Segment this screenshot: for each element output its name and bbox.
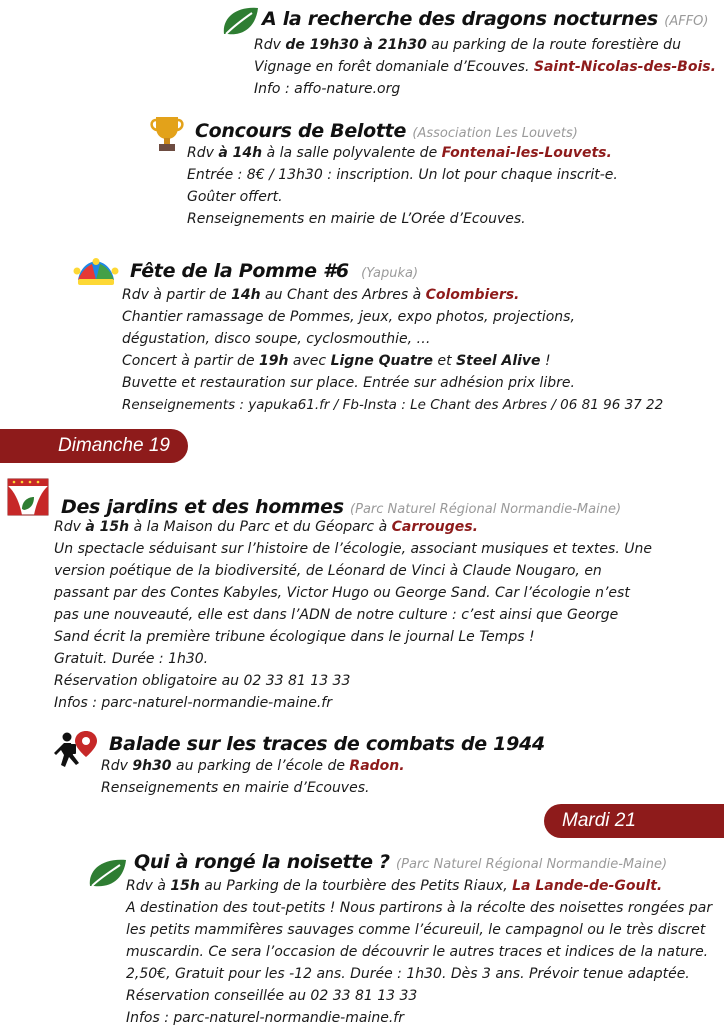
event-line: Renseignements en mairie de L’Orée d’Ecouves.: [187, 211, 526, 227]
organizer: (AFFO): [664, 14, 709, 29]
rdv-label: Rdv à partir de: [122, 287, 227, 303]
event-title: [134, 851, 667, 873]
event-rdv: [126, 875, 662, 897]
concert-with: avec: [292, 353, 327, 369]
title-text: Des jardins et des hommes: [61, 496, 344, 518]
event-time: 15h: [170, 878, 200, 894]
event-line: Réservation obligatoire au 02 33 81 13 33: [54, 673, 351, 689]
town-name: La Lande-de-Goult.: [512, 878, 663, 894]
event-line: Gratuit. Durée : 1h30.: [54, 651, 209, 667]
jester-hat-icon: [72, 258, 120, 288]
event-title: Balade sur les traces de combats de 1944: [109, 733, 545, 755]
day-banner-dimanche: [0, 429, 188, 463]
event-line: Infos : parc-naturel-normandie-maine.fr: [126, 1010, 404, 1026]
town-name: Carrouges.: [391, 519, 478, 535]
event-place: au Chant des Arbres à: [265, 287, 422, 303]
town-name: Colombiers.: [425, 287, 520, 303]
title-text: Concours de Belotte: [195, 120, 407, 142]
theater-stage-icon: [6, 477, 50, 517]
event-time: de 19h30 à 21h30: [285, 37, 427, 53]
event-place: à la Maison du Parc et du Géoparc à: [133, 519, 388, 535]
event-line: Chantier ramassage de Pommes, jeux, expo photos, projections,: [122, 309, 575, 325]
organizer: (Parc Naturel Régional Normandie-Maine): [396, 857, 668, 872]
trophy-icon: [148, 113, 186, 153]
event-rdv: [254, 34, 681, 56]
event-title: [262, 8, 708, 30]
event-concert: [122, 350, 551, 372]
band-name: Steel Alive: [456, 353, 541, 369]
title-text: Fête de la Pomme #6: [130, 260, 349, 282]
concert-time: 19h: [259, 353, 289, 369]
town-name: Saint-Nicolas-des-Bois.: [533, 59, 716, 75]
town-name: Radon.: [349, 758, 405, 774]
event-line: les petits mammifères sauvages comme l’écureuil, le campagnol ou le très discret: [126, 922, 706, 938]
town-name: Fontenai-les-Louvets.: [441, 145, 612, 161]
event-line: [254, 56, 716, 78]
event-place: au parking de l’école de: [176, 758, 345, 774]
day-label: Mardi 21: [562, 810, 636, 831]
event-line: muscardin. Ce sera l’occasion de découvrir le autres traces et indices de la nature.: [126, 944, 709, 960]
event-time: à 14h: [218, 145, 263, 161]
event-title: [130, 260, 418, 282]
concert-intro: Concert à partir de: [122, 353, 255, 369]
event-info: Info : affo-nature.org: [254, 81, 401, 97]
event-rdv: [122, 284, 519, 306]
event-line: Sand écrit la première tribune écologique dans le journal Le Temps !: [54, 629, 535, 645]
event-line: Réservation conseillée au 02 33 81 13 33: [126, 988, 418, 1004]
event-rdv: [54, 516, 478, 538]
leaf-icon: [220, 4, 260, 38]
leaf-icon: [86, 856, 128, 890]
rdv-label: Rdv: [54, 519, 81, 535]
rdv-label: Rdv: [101, 758, 128, 774]
band-name: Ligne Quatre: [330, 353, 434, 369]
day-label: Dimanche 19: [58, 435, 170, 456]
event-line: passant par des Contes Kabyles, Victor Hugo ou George Sand. Car l’écologie n’est: [54, 585, 630, 601]
event-place: au Parking de la tourbière des Petits Riaux,: [204, 878, 508, 894]
event-line: Goûter offert.: [187, 189, 283, 205]
event-line: 2,50€, Gratuit pour les -12 ans. Durée : 1h30. Dès 3 ans. Prévoir tenue adaptée.: [126, 966, 690, 982]
event-place: au parking de la route forestière du: [431, 37, 681, 53]
event-place-2: Vignage en forêt domaniale d’Ecouves.: [254, 59, 530, 75]
hiker-pin-icon: [52, 729, 98, 773]
concert-end: !: [545, 353, 551, 369]
day-banner-mardi: [544, 804, 724, 838]
event-line: Un spectacle séduisant sur l’histoire de l’écologie, associant musiques et textes. Une: [54, 541, 652, 557]
event-line: pas une nouveauté, elle est dans l’ADN de notre culture : c’est ainsi que George: [54, 607, 619, 623]
event-line: A destination des tout-petits ! Nous partirons à la récolte des noisettes rongées par: [126, 900, 713, 916]
organizer: (Parc Naturel Régional Normandie-Maine): [350, 502, 622, 517]
rdv-label: Rdv à: [126, 878, 166, 894]
title-text: Qui à rongé la noisette ?: [134, 851, 390, 873]
title-text: A la recherche des dragons nocturnes: [262, 8, 658, 30]
event-time: 9h30: [132, 758, 172, 774]
rdv-label: Rdv: [187, 145, 214, 161]
event-rdv: [101, 755, 405, 777]
event-time: à 15h: [85, 519, 130, 535]
event-line: version poétique de la biodiversité, de Léonard de Vinci à Claude Nougaro, en: [54, 563, 602, 579]
event-line: Renseignements en mairie d’Ecouves.: [101, 780, 370, 796]
concert-and: et: [437, 353, 452, 369]
event-title: [61, 496, 621, 518]
organizer: (Association Les Louvets): [412, 126, 578, 141]
rdv-label: Rdv: [254, 37, 281, 53]
organizer: (Yapuka): [361, 266, 419, 281]
event-time: 14h: [231, 287, 261, 303]
event-title: [195, 120, 578, 142]
event-line: Entrée : 8€ / 13h30 : inscription. Un lot pour chaque inscrit-e.: [187, 167, 618, 183]
event-rdv: [187, 142, 612, 164]
event-line: Buvette et restauration sur place. Entrée sur adhésion prix libre.: [122, 375, 575, 391]
event-line: Infos : parc-naturel-normandie-maine.fr: [54, 695, 332, 711]
event-line: dégustation, disco soupe, cyclosmouthie, …: [122, 331, 431, 347]
event-line: Renseignements : yapuka61.fr / Fb-Insta : Le Chant des Arbres / 06 81 96 37 22: [122, 397, 664, 413]
event-place: à la salle polyvalente de: [266, 145, 438, 161]
